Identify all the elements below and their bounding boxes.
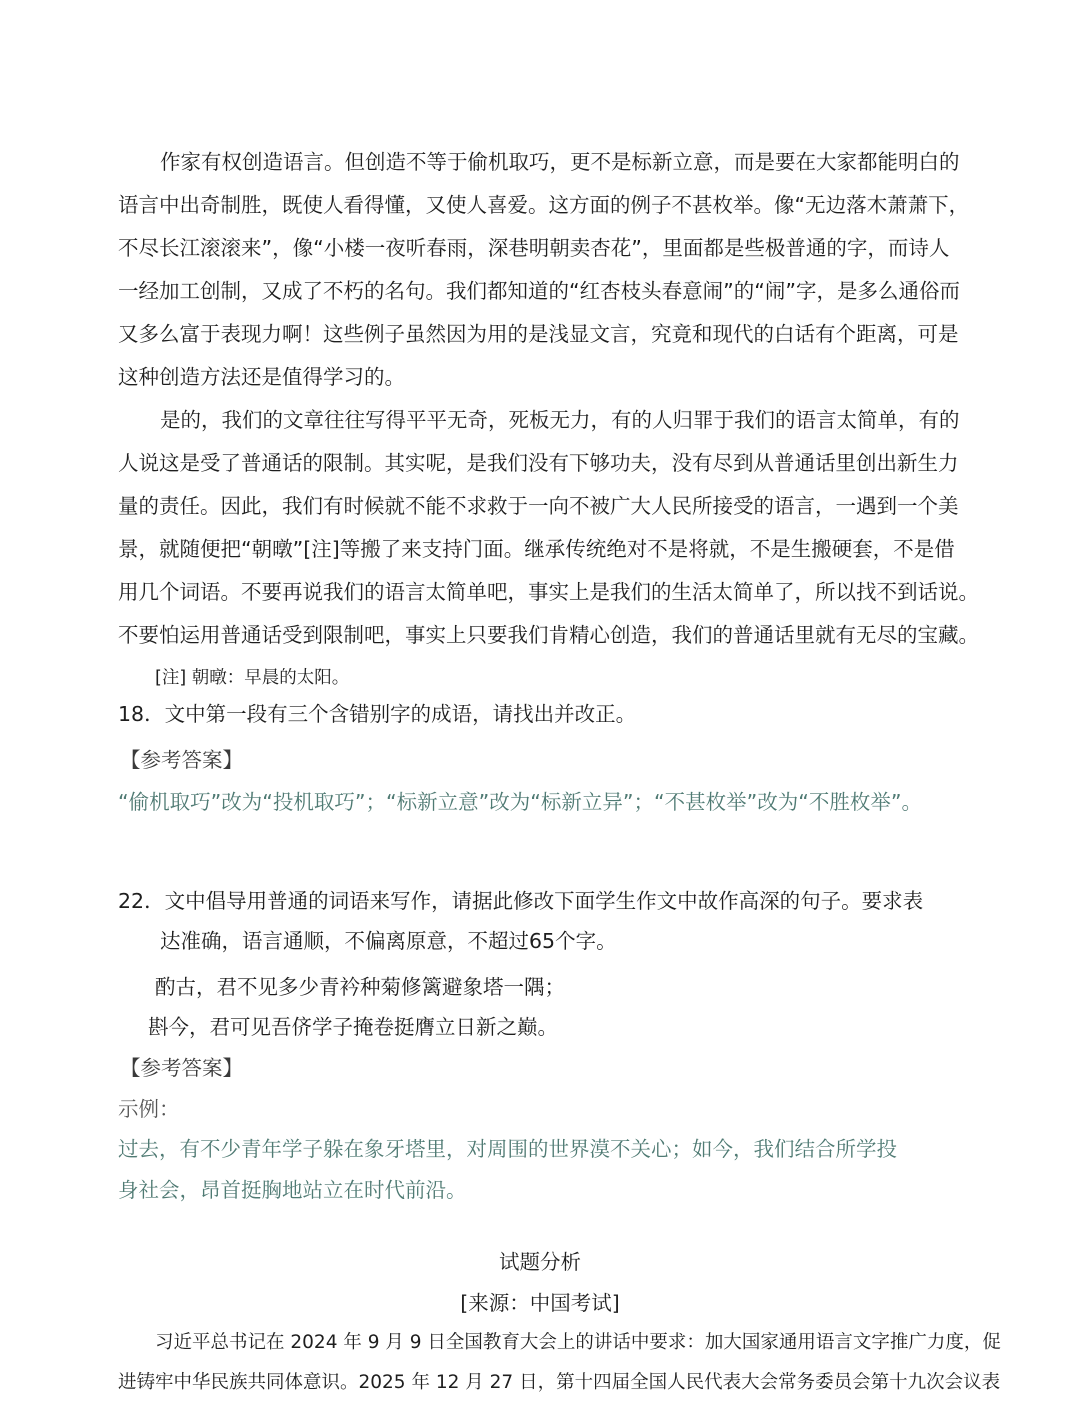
reference-answer-label: 【参考答案】: [120, 748, 243, 772]
analysis-text-line: 习近平总书记在 2024 年 9 月 9 日全国教育大会上的讲话中要求：加大国家通用语言文字推广力度，促: [155, 1332, 1001, 1353]
question-text: 22．文中倡导用普通的词语来写作，请据此修改下面学生作文中故作高深的句子。要求表: [118, 889, 924, 913]
passage-line: 景，就随便把“朝暾”[注]等搬了来支持门面。继承传统绝对不是将就，不是生搬硬套，不是借: [118, 537, 955, 561]
passage-line: 这种创造方法还是值得学习的。: [118, 365, 405, 389]
passage-line: 不要怕运用普通话受到限制吧，事实上只要我们肯精心创造，我们的普通话里就有无尽的宝藏。: [118, 623, 979, 647]
passage-line: 一经加工创制，又成了不朽的名句。我们都知道的“红杏枝头春意闹”的“闹”字，是多么通俗而: [118, 279, 960, 303]
passage-line: 是的，我们的文章往往写得平平无奇，死板无力，有的人归罪于我们的语言太简单，有的: [160, 408, 960, 432]
passage-line: 量的责任。因此，我们有时候就不能不求救于一向不被广大人民所接受的语言，一遇到一个美: [118, 494, 959, 518]
analysis-source: [来源：中国考试]: [460, 1291, 620, 1315]
reference-answer: “偷机取巧”改为“投机取巧”；“标新立意”改为“标新立异”；“不甚枚举”改为“不胜枚举”。: [118, 790, 922, 814]
passage-line: 用几个词语。不要再说我们的语言太简单吧，事实上是我们的生活太简单了，所以找不到话说。: [118, 580, 979, 604]
analysis-title: 试题分析: [499, 1250, 581, 1274]
question-text: 达准确，语言通顺，不偏离原意，不超过65个字。: [160, 929, 617, 953]
student-sentence: 酌古，君不见多少青衿种菊修篱避象塔一隅；: [155, 975, 565, 999]
passage-line: 语言中出奇制胜，既使人看得懂，又使人喜爱。这方面的例子不甚枚举。像“无边落木萧萧下，: [118, 193, 970, 217]
passage-line: 不尽长江滚滚来”，像“小楼一夜听春雨，深巷明朝卖杏花”，里面都是些极普通的字，而诗人: [118, 236, 950, 260]
passage-line: 又多么富于表现力啊！这些例子虽然因为用的是浅显文言，究竟和现代的白话有个距离，可是: [118, 322, 959, 346]
question-text: 18．文中第一段有三个含错别字的成语，请找出并改正。: [118, 702, 637, 726]
analysis-text-line: 进铸牢中华民族共同体意识。2025 年 12 月 27 日，第十四届全国人民代表大会常务委员会第十九次会议表: [118, 1372, 1001, 1393]
reference-answer: 过去，有不少青年学子躲在象牙塔里，对周围的世界漠不关心；如今，我们结合所学投: [118, 1137, 897, 1161]
passage-line: 人说这是受了普通话的限制。其实呢，是我们没有下够功夫，没有尽到从普通话里创出新生力: [118, 451, 959, 475]
sample-label: 示例：: [118, 1097, 180, 1121]
passage-line: 作家有权创造语言。但创造不等于偷机取巧，更不是标新立意，而是要在大家都能明白的: [160, 150, 960, 174]
reference-answer-label: 【参考答案】: [120, 1056, 243, 1080]
student-sentence: 斟今，君可见吾侪学子掩卷挺膺立日新之巅。: [148, 1015, 558, 1039]
passage-footnote: [注] 朝暾：早晨的太阳。: [155, 668, 350, 688]
reference-answer: 身社会，昂首挺胸地站立在时代前沿。: [118, 1178, 467, 1202]
